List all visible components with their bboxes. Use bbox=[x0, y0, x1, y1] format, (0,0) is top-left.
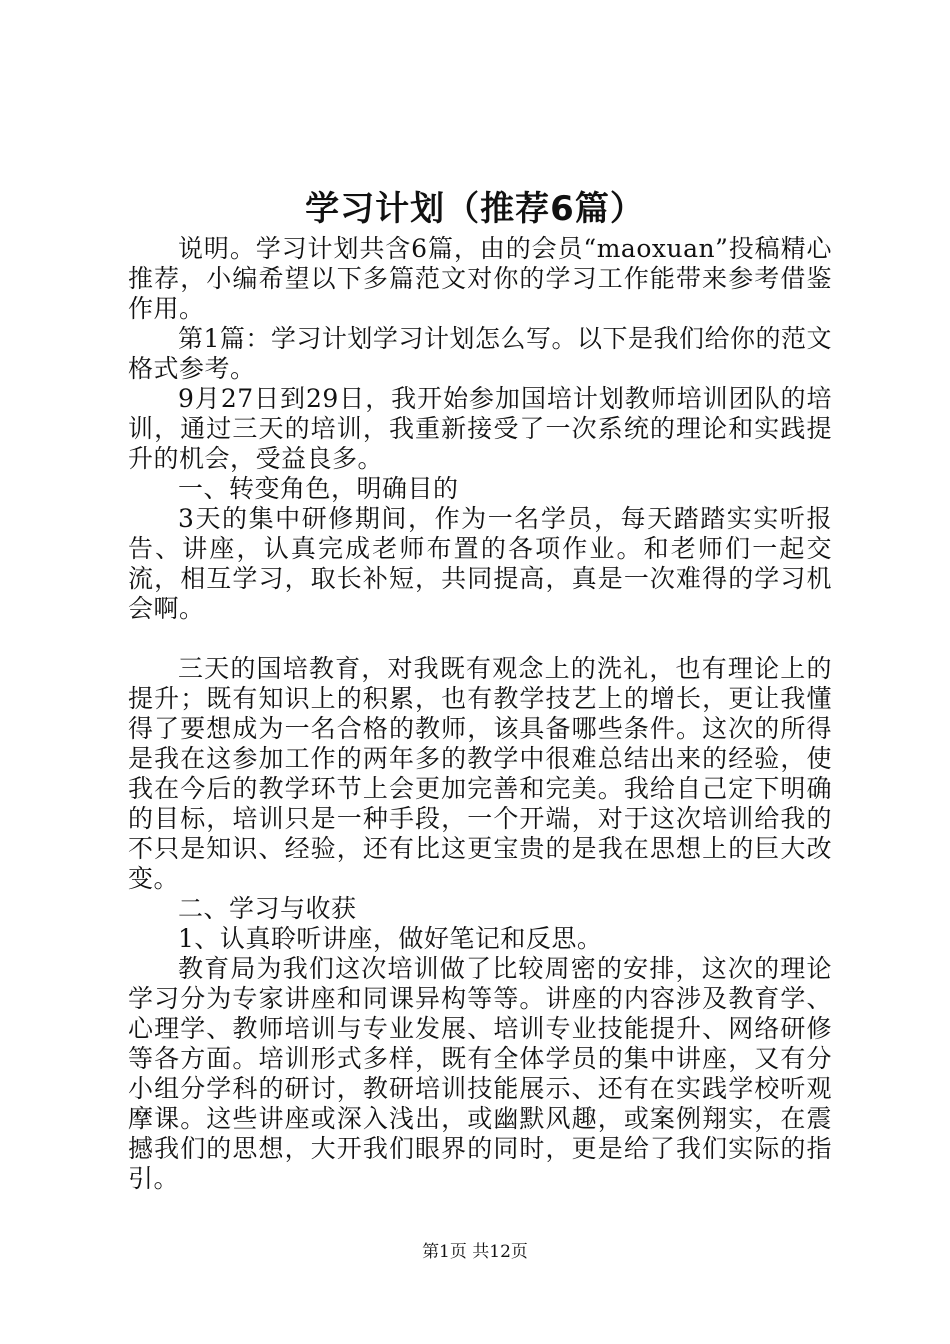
subsection-heading-1: 1、认真聆听讲座，做好笔记和反思。 bbox=[178, 924, 603, 953]
paragraph-article-1-heading: 第1篇：学习计划学习计划怎么写。以下是我们给你的范文格式参考。 bbox=[128, 324, 832, 383]
paragraph-three-days: 3天的集中研修期间，作为一名学员，每天踏踏实实听报告、讲座，认真完成老师布置的各项作业。和老师们一起交流，相互学习，取长补短，共同提高，真是一次难得的学习机会啊。 bbox=[128, 504, 832, 623]
section-heading-1: 一、转变角色，明确目的 bbox=[178, 474, 459, 503]
paragraph-intro: 说明。学习计划共含6篇，由的会员“maoxuan”投稿精心推荐，小编希望以下多篇范文对你的学习工作能带来参考借鉴作用。 bbox=[128, 234, 832, 323]
page-footer: 第1页 共12页 bbox=[422, 1242, 528, 1262]
section-heading-2: 二、学习与收获 bbox=[178, 894, 357, 923]
paragraph-national-training: 三天的国培教育，对我既有观念上的洗礼，也有理论上的提升；既有知识上的积累，也有教学技艺上的增长，更让我懂得了要想成为一名合格的教师，该具备哪些条件。这次的所得是我在这参加工作的两年多的教学中很难总结出来的经验，使我在今后的教学环节上会更加完善和完美。我给自己定下明确的目标，培训只是一种手段，一个开端，对于这次培训给我的不只是知识、经验，还有比这更宝贵的是我在思想上的巨大改变。 bbox=[128, 654, 832, 893]
paragraph-training-dates: 9月27日到29日，我开始参加国培计划教师培训团队的培训，通过三天的培训，我重新接受了一次系统的理论和实践提升的机会，受益良多。 bbox=[128, 384, 832, 473]
document-body bbox=[128, 234, 832, 1194]
paragraph-education-bureau: 教育局为我们这次培训做了比较周密的安排，这次的理论学习分为专家讲座和同课异构等等。讲座的内容涉及教育学、心理学、教师培训与专业发展、培训专业技能提升、网络研修等各方面。培训形式多样，既有全体学员的集中讲座，又有分小组分学科的研讨，教研培训技能展示、还有在实践学校听观摩课。这些讲座或深入浅出，或幽默风趣，或案例翔实，在震撼我们的思想，大开我们眼界的同时，更是给了我们实际的指引。 bbox=[128, 954, 832, 1193]
document-title: 学习计划（推荐6篇） bbox=[305, 189, 645, 229]
